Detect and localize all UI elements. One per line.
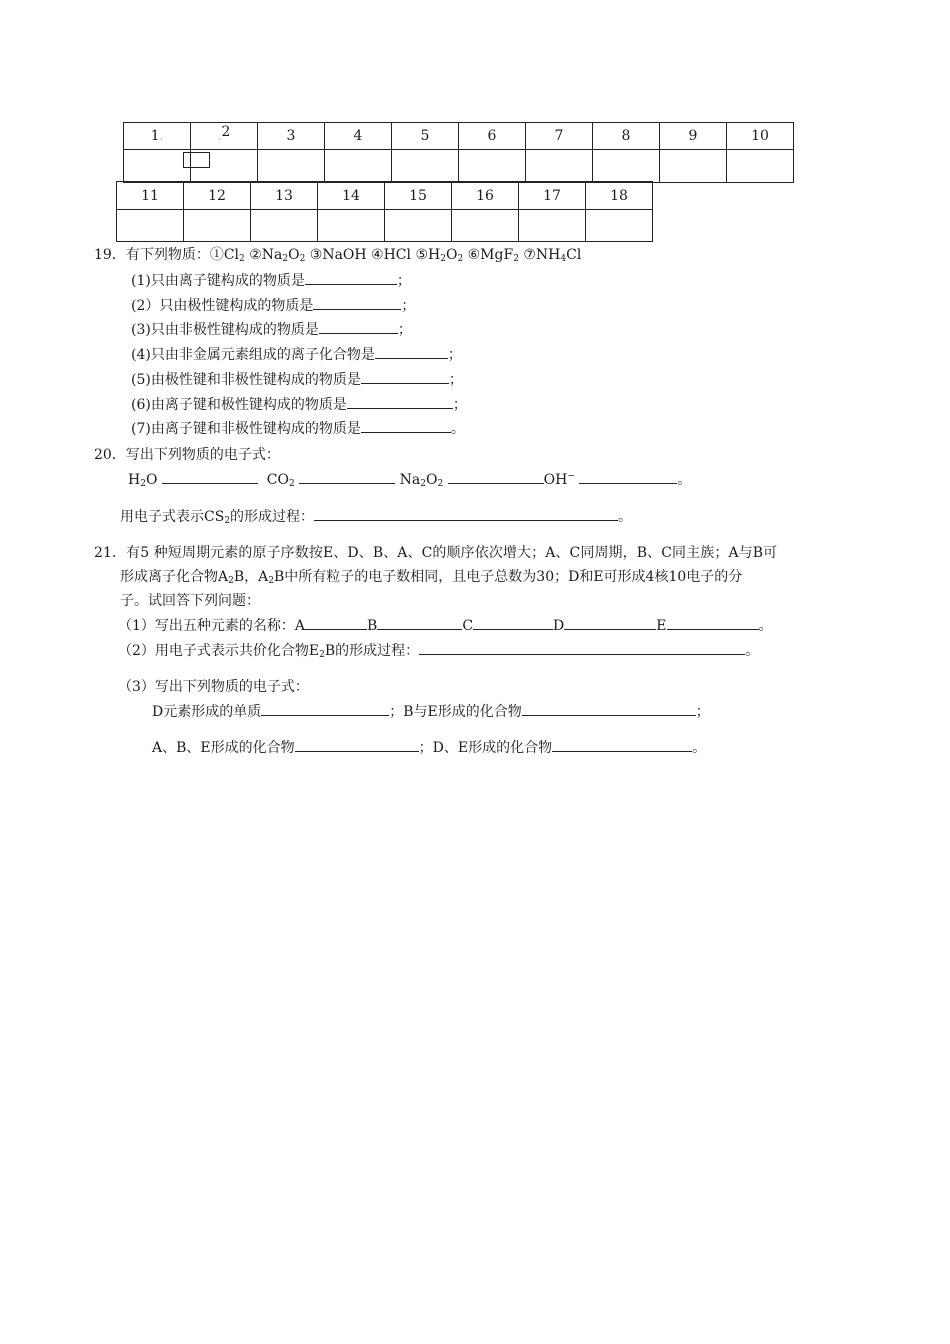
answer-cell-label: 6 [459, 123, 526, 150]
answer-cell-label: 4 [325, 123, 392, 150]
answer-blank-na2o2[interactable] [448, 470, 544, 484]
question-19-stem: 19．有下列物质：$①Cl_2$ $②Na_2O_2$ ③NaOH ④HCl $⑤H_2O_2$ ⑥MgF$_2$ $⑦NH_4Cl$ [94, 247, 582, 264]
answer-blank-c[interactable] [473, 616, 553, 630]
answer-cell[interactable] [258, 150, 325, 183]
answer-table-header-row [117, 182, 653, 210]
small-box [183, 152, 210, 168]
answer-cell[interactable] [325, 150, 392, 183]
answer-cell[interactable] [117, 210, 184, 242]
answer-blank-oh[interactable] [579, 470, 677, 484]
answer-cell-label: 17 [519, 182, 586, 210]
answer-cell-label: 5 [392, 123, 459, 150]
question-19-item-1: (1)只由离子键构成的物质是 ； [131, 273, 411, 289]
answer-blank-d-element[interactable] [261, 702, 389, 716]
question-21-line-2: 形成离子化合物$A_2B$，$A_2B$中所有粒子的电子数相同，且电子总数为30；D和E可形成4核10电子的分 [120, 569, 743, 586]
question-19-item-3: (3)只由非极性键构成的物质是 ； [131, 322, 412, 338]
question-21-line-1: 21．有5 种短周期元素的原子序数按E、D、B、A、C的顺序依次增大；A、C同周期，B、C同主族；A与B可 [94, 545, 778, 561]
question-21-part-1: （1）写出五种元素的名称：A B C D E 。 [118, 618, 773, 634]
answer-cell[interactable] [526, 150, 593, 183]
question-19-item-7: (7)由离子键和非极性键构成的物质是 。 [131, 421, 465, 437]
answer-cell[interactable] [727, 150, 794, 183]
answer-cell-label: 16 [452, 182, 519, 210]
answer-blank[interactable] [313, 296, 401, 310]
answer-blank[interactable] [319, 320, 398, 334]
answer-cell[interactable] [318, 210, 385, 242]
answer-blank-co2[interactable] [299, 470, 395, 484]
answer-blank[interactable] [305, 271, 397, 285]
answer-blank-de[interactable] [552, 738, 692, 752]
answer-table-1 [123, 122, 794, 183]
question-21-line-3: 子。试回答下列问题： [120, 593, 260, 609]
question-19-item-5: (5)由极性键和非极性键构成的物质是 ； [131, 372, 463, 388]
answer-cell[interactable] [519, 210, 586, 242]
answer-cell[interactable] [586, 210, 653, 242]
answer-blank[interactable] [361, 419, 451, 433]
question-20-formulas: $H_2O$ $CO_2$ $Na_2O_2$ OH− 。 [128, 471, 692, 489]
answer-cell-label: 9 [660, 123, 727, 150]
question-21-part-2: （2）用电子式表示共价化合物$E_2B$的形成过程： 。 [118, 643, 760, 660]
answer-cell-label: 8 [593, 123, 660, 150]
answer-blank[interactable] [347, 395, 453, 409]
answer-cell-label: 15 [385, 182, 452, 210]
answer-table-2 [116, 181, 653, 242]
answer-blank-b[interactable] [377, 616, 462, 630]
answer-table-input-row [117, 210, 653, 242]
answer-blank-e2b[interactable] [419, 641, 745, 655]
answer-cell[interactable] [184, 210, 251, 242]
answer-blank[interactable] [375, 345, 448, 359]
answer-cell-label: 11 [117, 182, 184, 210]
answer-cell-label: .2 [191, 123, 258, 150]
question-19-item-2: (2）只由极性键构成的物质是 ； [131, 298, 416, 314]
answer-blank-cs2[interactable] [314, 507, 618, 521]
question-19-item-6: (6)由离子键和极性键构成的物质是 ； [131, 397, 467, 413]
question-20-cs2: 用电子式表示$CS_2$的形成过程： 。 [120, 509, 633, 526]
answer-cell-label: 13 [251, 182, 318, 210]
answer-cell-label: 12 [184, 182, 251, 210]
answer-cell[interactable] [385, 210, 452, 242]
answer-cell[interactable] [392, 150, 459, 183]
answer-cell-label: 3 [258, 123, 325, 150]
question-21-part-3: （3）写出下列物质的电子式： [118, 679, 309, 695]
answer-table-header-row [124, 123, 794, 150]
question-21-part-3-row-1: D元素形成的单质 ；B与E形成的化合物 ； [152, 704, 710, 720]
answer-cell-label: 14 [318, 182, 385, 210]
answer-cell-label: 7 [526, 123, 593, 150]
answer-cell[interactable] [191, 150, 258, 183]
answer-cell[interactable] [459, 150, 526, 183]
answer-cell-label: 1. [124, 123, 191, 150]
answer-blank-be[interactable] [522, 702, 696, 716]
answer-blank-h2o[interactable] [162, 470, 258, 484]
answer-cell[interactable] [124, 150, 191, 183]
answer-blank-d[interactable] [564, 616, 656, 630]
answer-cell[interactable] [660, 150, 727, 183]
question-21-part-3-row-2: A、B、E形成的化合物 ；D、E形成的化合物 。 [152, 740, 707, 756]
answer-cell[interactable] [452, 210, 519, 242]
answer-blank[interactable] [361, 370, 449, 384]
question-20-stem: 20．写出下列物质的电子式： [94, 447, 280, 463]
answer-cell[interactable] [593, 150, 660, 183]
answer-table-input-row [124, 150, 794, 183]
answer-blank-a[interactable] [305, 616, 367, 630]
answer-blank-e[interactable] [667, 616, 759, 630]
question-19-item-4: (4)只由非金属元素组成的离子化合物是 ； [131, 347, 462, 363]
answer-cell[interactable] [251, 210, 318, 242]
answer-cell-label: 10 [727, 123, 794, 150]
answer-blank-abe[interactable] [295, 738, 419, 752]
answer-cell-label: 18 [586, 182, 653, 210]
